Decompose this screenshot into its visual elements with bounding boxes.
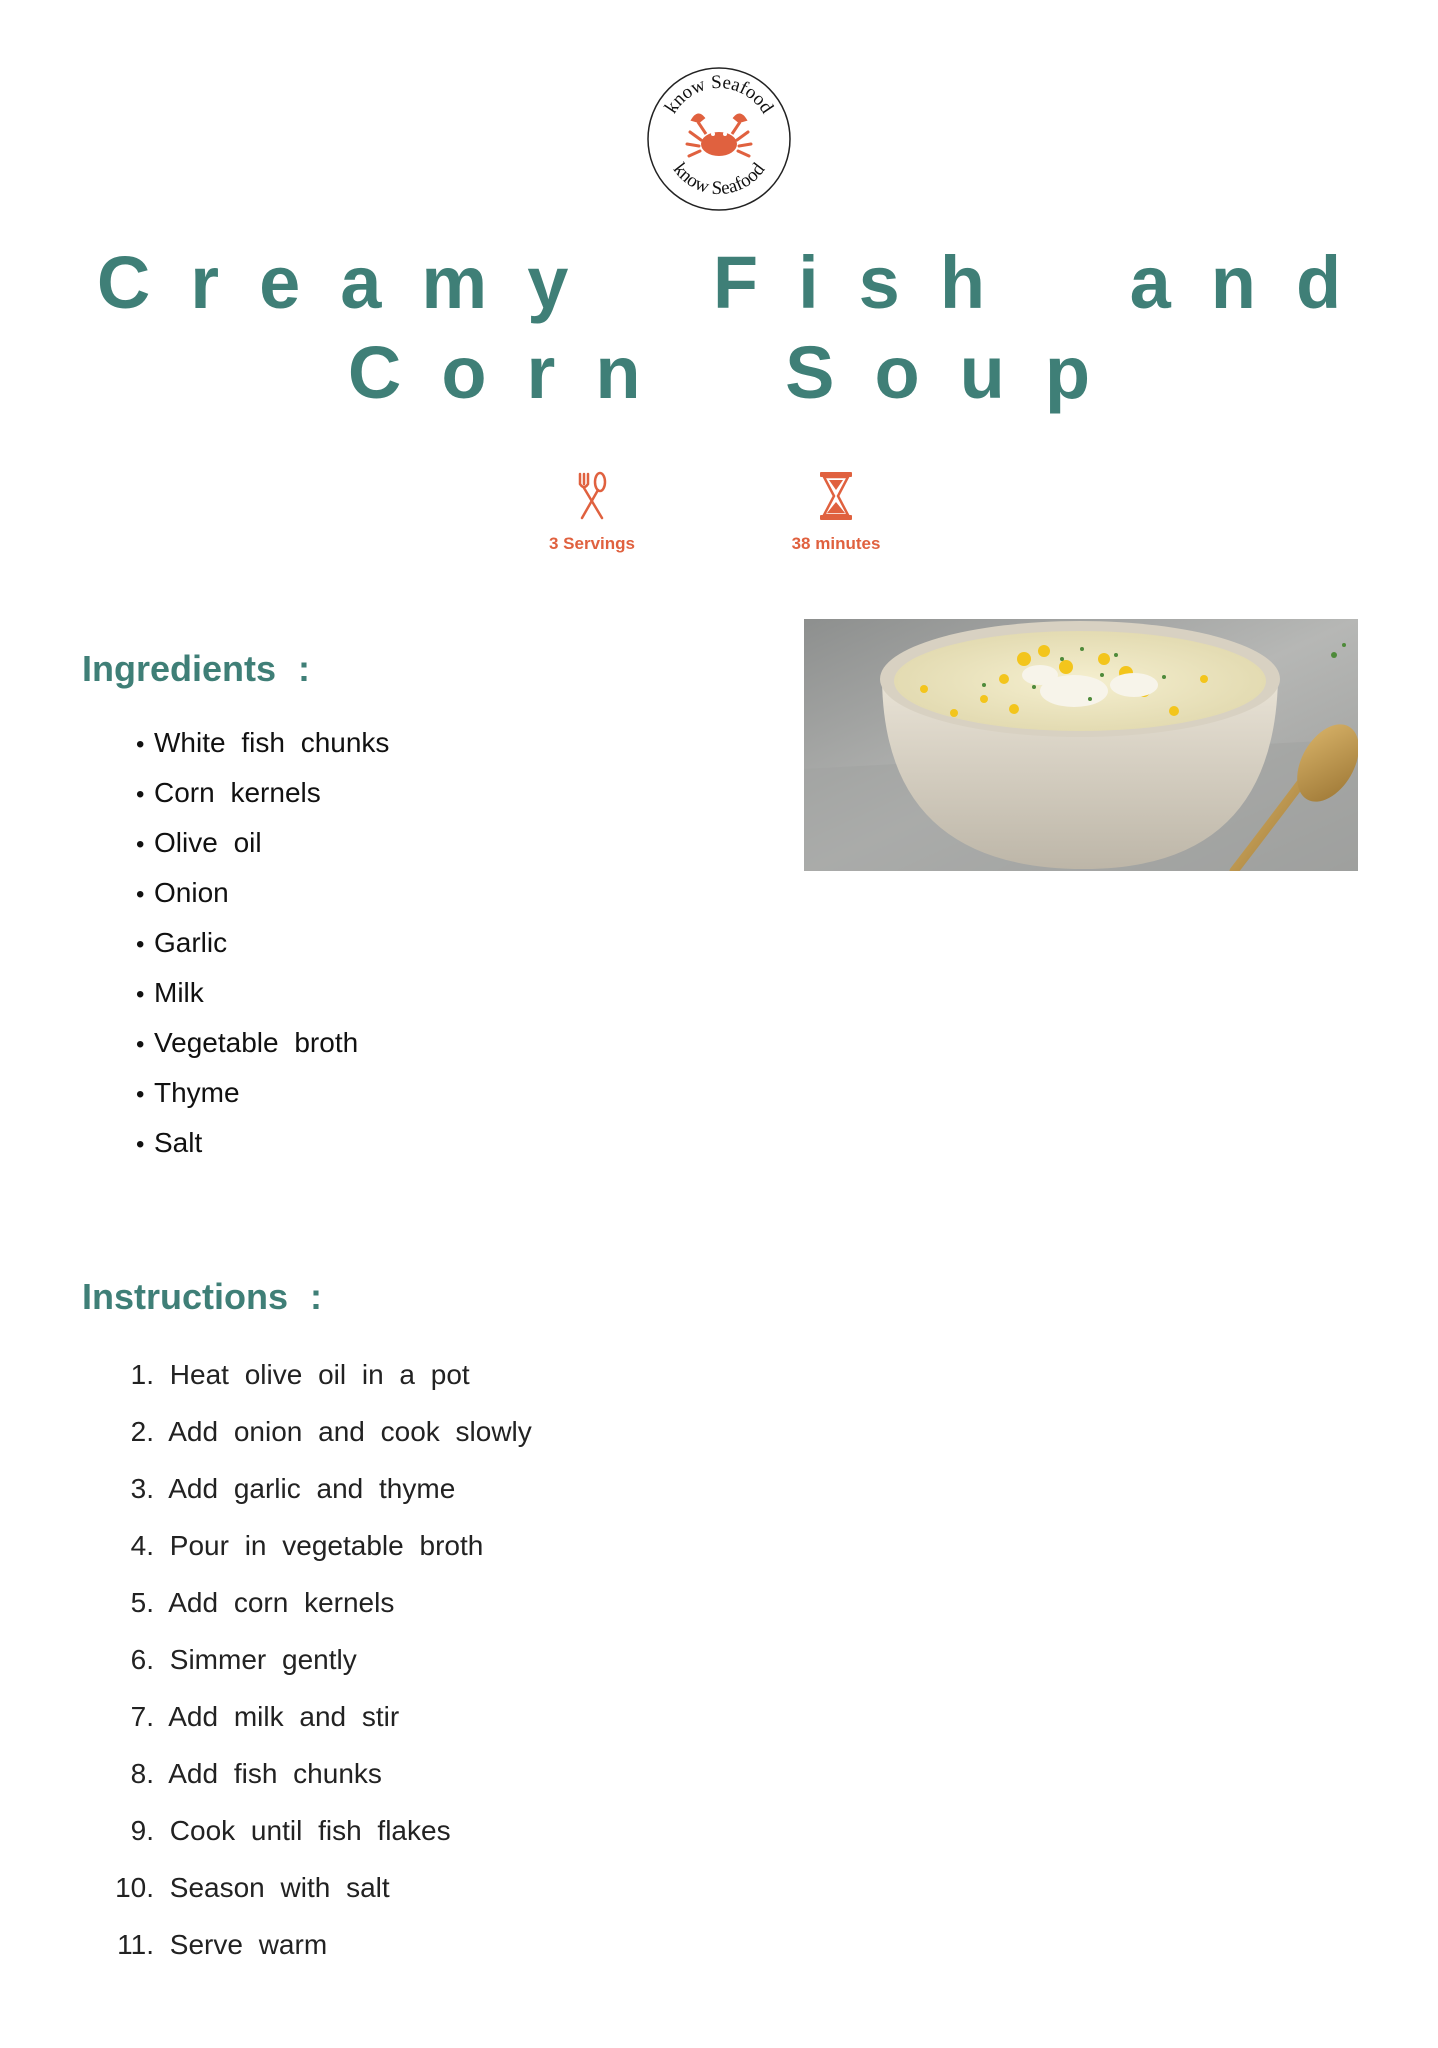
list-item: • Milk — [136, 977, 204, 1008]
hourglass-icon — [814, 470, 858, 522]
list-item: • White fish chunks — [136, 727, 390, 758]
step-item: 10. Season with salt — [115, 1872, 390, 1903]
recipe-title-line-1: Creamy Fish and — [96, 241, 1382, 324]
soup-bowl-photo — [804, 619, 1358, 871]
list-item: • Vegetable broth — [136, 1027, 359, 1058]
list-item: • Salt — [136, 1127, 203, 1158]
step-item: 4. Pour in vegetable broth — [130, 1530, 484, 1561]
servings-label: 3 Servings — [549, 534, 635, 553]
list-item: • Olive oil — [136, 827, 262, 858]
step-item: 3. Add garlic and thyme — [130, 1473, 456, 1504]
utensils-icon — [570, 470, 614, 522]
recipe-title — [0, 238, 1438, 418]
step-item: 2. Add onion and cook slowly — [130, 1416, 532, 1447]
step-item: 8. Add fish chunks — [130, 1758, 382, 1789]
step-item: 9. Cook until fish flakes — [130, 1815, 451, 1846]
time-label: 38 minutes — [791, 534, 881, 553]
step-item: 7. Add milk and stir — [130, 1701, 400, 1732]
time-info — [756, 470, 916, 554]
list-item: • Thyme — [136, 1077, 240, 1108]
ingredients-list — [136, 718, 389, 1168]
servings-info — [512, 470, 672, 554]
list-item: • Corn kernels — [136, 777, 321, 808]
instructions-list — [86, 1346, 532, 1973]
step-item: 6. Simmer gently — [130, 1644, 357, 1675]
list-item: • Garlic — [136, 927, 228, 958]
step-item: 1. Heat olive oil in a pot — [130, 1359, 470, 1390]
list-item: • Onion — [136, 877, 229, 908]
instructions-heading: Instructions : — [82, 1276, 323, 1317]
step-item: 5. Add corn kernels — [130, 1587, 395, 1618]
recipe-title-line-2: Corn Soup — [347, 331, 1131, 414]
svg-text:know Seafood: know Seafood — [668, 159, 770, 200]
brand-logo — [646, 66, 792, 212]
ingredients-heading: Ingredients : — [82, 648, 311, 689]
svg-text:know Seafood: know Seafood — [660, 71, 778, 118]
step-item: 11. Serve warm — [117, 1929, 328, 1960]
